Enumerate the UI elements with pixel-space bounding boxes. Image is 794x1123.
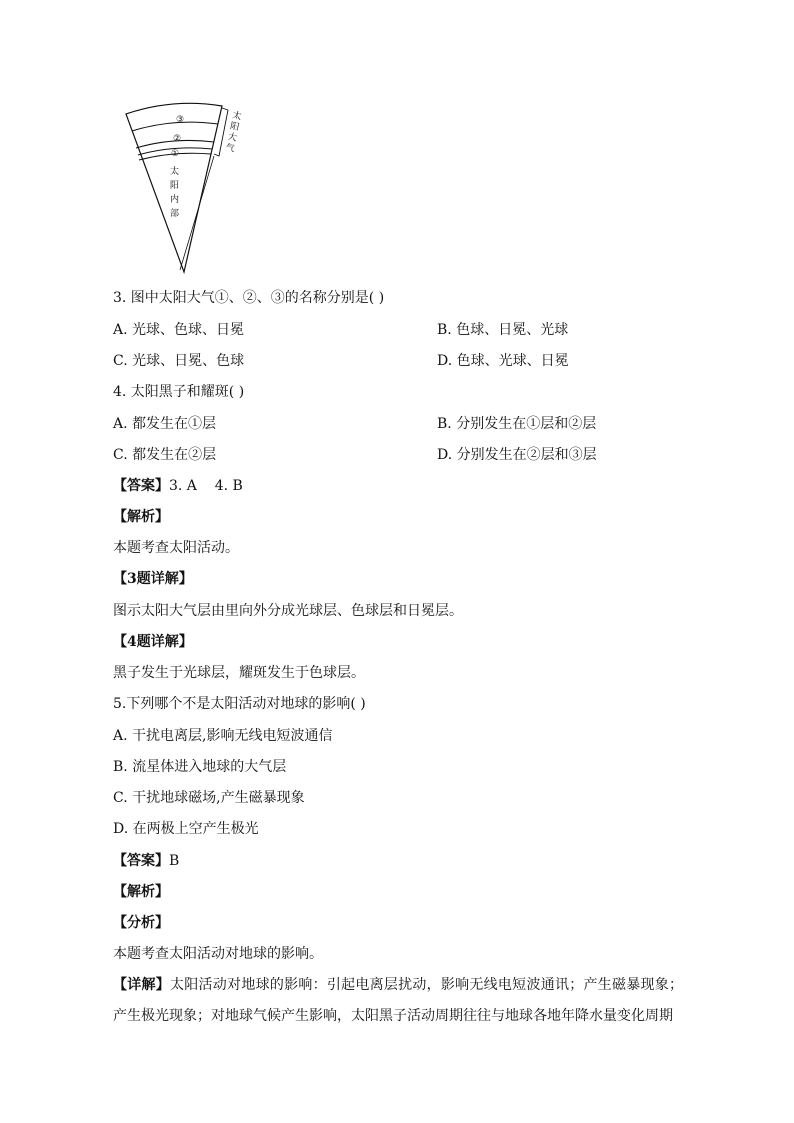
q3-option-d: D. 色球、光球、日冕 bbox=[437, 353, 569, 369]
q5-option-d: D. 在两极上空产生极光 bbox=[113, 821, 259, 837]
answer5-label: 【答案】 bbox=[113, 853, 169, 869]
atmosphere-char-3: 大 bbox=[226, 132, 238, 144]
layer-label-2: ② bbox=[173, 134, 182, 144]
interior-char-3: 内 bbox=[170, 195, 180, 205]
q3-stem: 3. 图中太阳大气①、②、③的名称分别是( ) bbox=[113, 290, 385, 306]
atmosphere-char-1: 太 bbox=[231, 110, 243, 123]
arc-3-2 bbox=[132, 122, 218, 131]
detail-label-4: 【4题详解】 bbox=[113, 634, 193, 650]
q3-option-a: A. 光球、色球、日冕 bbox=[113, 322, 245, 338]
detail-text-4: 黑子发生于光球层，耀斑发生于色球层。 bbox=[113, 665, 365, 681]
q4-option-b: B. 分别发生在①层和②层 bbox=[437, 416, 597, 432]
answer-label: 【答案】 bbox=[113, 478, 169, 494]
analysis-text-3-4: 本题考查太阳活动。 bbox=[113, 540, 239, 556]
interior-char-4: 部 bbox=[170, 209, 180, 219]
answer-3-4 bbox=[113, 476, 243, 496]
q5-option-b: B. 流星体进入地球的大气层 bbox=[113, 759, 287, 775]
layer-label-3: ③ bbox=[176, 115, 185, 125]
sun-structure-diagram bbox=[118, 96, 258, 284]
answer-5 bbox=[113, 851, 179, 871]
q4-option-a: A. 都发生在①层 bbox=[113, 416, 217, 432]
q5-stem: 5.下列哪个不是太阳活动对地球的影响( ) bbox=[113, 696, 366, 712]
sector-inner-edge bbox=[180, 156, 214, 270]
answer-text: 3. A 4. B bbox=[169, 478, 243, 494]
detail5-text: 太阳活动对地球的影响：引起电离层扰动，影响无线电短波通讯；产生磁暴现象；产生极光现象；对地球气候产生影响，太阳黑子活动周期往往与地球各地年降水量变化周期 bbox=[113, 977, 684, 1024]
atmosphere-char-2: 阳 bbox=[229, 121, 240, 134]
detail-label-3: 【3题详解】 bbox=[113, 571, 193, 587]
detail-5 bbox=[113, 970, 683, 1032]
q5-option-a: A. 干扰电离层,影响无线电短波通信 bbox=[113, 728, 333, 744]
atmosphere-char-4: 气 bbox=[224, 142, 236, 155]
layer-label-1: ① bbox=[171, 149, 180, 159]
q4-stem: 4. 太阳黑子和耀斑( ) bbox=[113, 384, 245, 400]
fenxi-text-5: 本题考查太阳活动对地球的影响。 bbox=[113, 946, 323, 962]
analysis-label-5: 【解析】 bbox=[113, 884, 169, 900]
interior-char-2: 阳 bbox=[170, 181, 180, 191]
interior-char-1: 太 bbox=[170, 167, 180, 177]
detail-text-3: 图示太阳大气层由里向外分成光球层、色球层和日冕层。 bbox=[113, 603, 463, 619]
analysis-label-3-4: 【解析】 bbox=[113, 509, 169, 525]
q3-option-b: B. 色球、日冕、光球 bbox=[437, 322, 569, 338]
q4-option-d: D. 分别发生在②层和③层 bbox=[437, 447, 597, 463]
detail5-label: 【详解】 bbox=[113, 977, 171, 993]
fenxi-label-5: 【分析】 bbox=[113, 915, 169, 931]
q4-option-c: C. 都发生在②层 bbox=[113, 447, 217, 463]
q3-option-c: C. 光球、日冕、色球 bbox=[113, 353, 245, 369]
q5-option-c: C. 干扰地球磁场,产生磁暴现象 bbox=[113, 790, 305, 806]
answer5-text: B bbox=[169, 853, 180, 869]
